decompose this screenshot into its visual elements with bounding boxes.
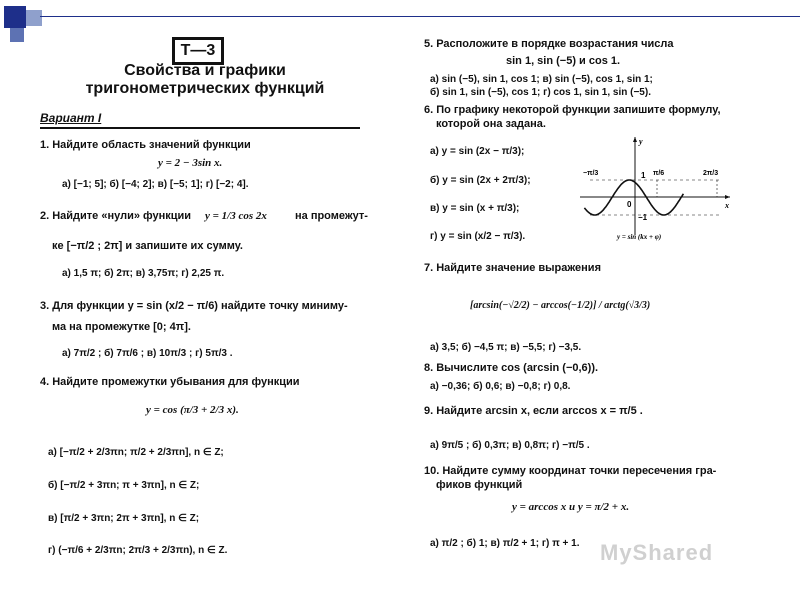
q10-formula: y = arccos x и y = π/2 + x. [512, 501, 630, 513]
graph-label-x: x [725, 201, 729, 210]
q6-option-b: б) y = sin (2x + 2π/3); [430, 175, 531, 186]
q6-option-a: а) y = sin (2x − π/3); [430, 146, 525, 157]
divider [40, 127, 360, 129]
q2-formula: y = 1/3 cos 2x [205, 210, 267, 222]
decor-square [26, 10, 42, 26]
q2-prompt: 2. Найдите «нули» функции [40, 210, 192, 222]
q8-prompt: 8. Вычислите cos (arcsin (−0,6)). [424, 362, 599, 374]
test-label-box: Т—3 [172, 37, 224, 65]
q6-option-c: в) y = sin (x + π/3); [430, 203, 520, 214]
variant-label: Вариант I [40, 111, 102, 125]
graph-caption: y = sin (kx + φ) [617, 233, 662, 241]
q4-option-c: в) [π/2 + 3πn; 2π + 3πn], n ∈ Z; [48, 513, 200, 524]
q1-formula: y = 2 − 3sin x. [158, 157, 223, 169]
q5-prompt: 5. Расположите в порядке возрастания числа [424, 38, 674, 50]
graph-label-2pi3: 2π/3 [703, 170, 719, 177]
q9-answers: а) 9π/5 ; б) 0,3π; в) 0,8π; г) −π/5 . [430, 440, 590, 451]
q2-prompt-c: ке [−π/2 ; 2π] и запишите их сумму. [52, 240, 243, 252]
q4-option-b: б) [−π/2 + 3πn; π + 3πn], n ∈ Z; [48, 480, 200, 491]
q4-formula: y = cos (π/3 + 2/3 x). [146, 404, 239, 416]
q9-prompt: 9. Найдите arcsin x, если arccos x = π/5 . [424, 405, 643, 417]
q3-prompt: 3. Для функции y = sin (x/2 − π/6) найдите точку миниму- [40, 300, 348, 312]
q7-answers: а) 3,5; б) −4,5 π; в) −5,5; г) −3,5. [430, 342, 582, 353]
graph-label-one: 1 [641, 171, 646, 180]
watermark: MyShared [600, 540, 714, 565]
q10-prompt-b: фиков функций [436, 479, 523, 491]
graph-label-y: y [639, 137, 643, 146]
decor-square [4, 6, 26, 28]
q3-prompt-b: ма на промежутке [0; 4π]. [52, 321, 191, 333]
q1-answers: а) [−1; 5]; б) [−4; 2]; в) [−5; 1]; г) [−2; 4]. [62, 179, 249, 190]
q5-options-ab: а) sin (−5), sin 1, cos 1; в) sin (−5), cos 1, sin 1; [430, 74, 653, 85]
title-line-2: тригонометрических функций [85, 80, 325, 97]
q8-answers: а) −0,36; б) 0,6; в) −0,8; г) 0,8. [430, 381, 571, 392]
q1-prompt: 1. Найдите область значений функции [40, 139, 251, 151]
q5-options-cd: б) sin 1, sin (−5), cos 1; г) cos 1, sin 1, sin (−5). [430, 87, 651, 98]
graph-label-zero: 0 [627, 200, 632, 209]
graph-label-minus-one: −1 [638, 213, 648, 222]
q4-option-d: г) (−π/6 + 2/3πn; 2π/3 + 2/3πn), n ∈ Z. [48, 545, 228, 556]
title-line-1: Свойства и графики [124, 62, 286, 79]
graph-x-arrow [725, 195, 730, 199]
decor-square [10, 28, 24, 42]
q5-numbers: sin 1, sin (−5) и cos 1. [506, 55, 621, 67]
q4-prompt: 4. Найдите промежутки убывания для функции [40, 376, 300, 388]
q7-prompt: 7. Найдите значение выражения [424, 262, 601, 274]
decor-line [40, 16, 800, 17]
q7-expression: [arcsin(−√2/2) − arccos(−1/2)] / arctg(√3/3) [470, 300, 651, 311]
q10-answers: а) π/2 ; б) 1; в) π/2 + 1; г) π + 1. [430, 538, 580, 549]
q2-prompt-b: на промежут- [295, 210, 368, 222]
sine-graph [575, 135, 735, 245]
q2-answers: а) 1,5 π; б) 2π; в) 3,75π; г) 2,25 π. [62, 268, 225, 279]
q4-option-a: а) [−π/2 + 2/3πn; π/2 + 2/3πn], n ∈ Z; [48, 447, 224, 458]
q3-answers: а) 7π/2 ; б) 7π/6 ; в) 10π/3 ; г) 5π/3 . [62, 348, 233, 359]
q6-option-d: г) y = sin (x/2 − π/3). [430, 231, 526, 242]
graph-y-arrow [633, 137, 637, 142]
q10-prompt: 10. Найдите сумму координат точки пересечения гра- [424, 465, 717, 477]
q6-prompt-b: которой она задана. [436, 118, 546, 130]
graph-label-pi6: π/6 [653, 170, 665, 177]
graph-label-neg-pi3: −π/3 [583, 170, 599, 177]
q6-prompt: 6. По графику некоторой функции запишите формулу, [424, 104, 721, 116]
